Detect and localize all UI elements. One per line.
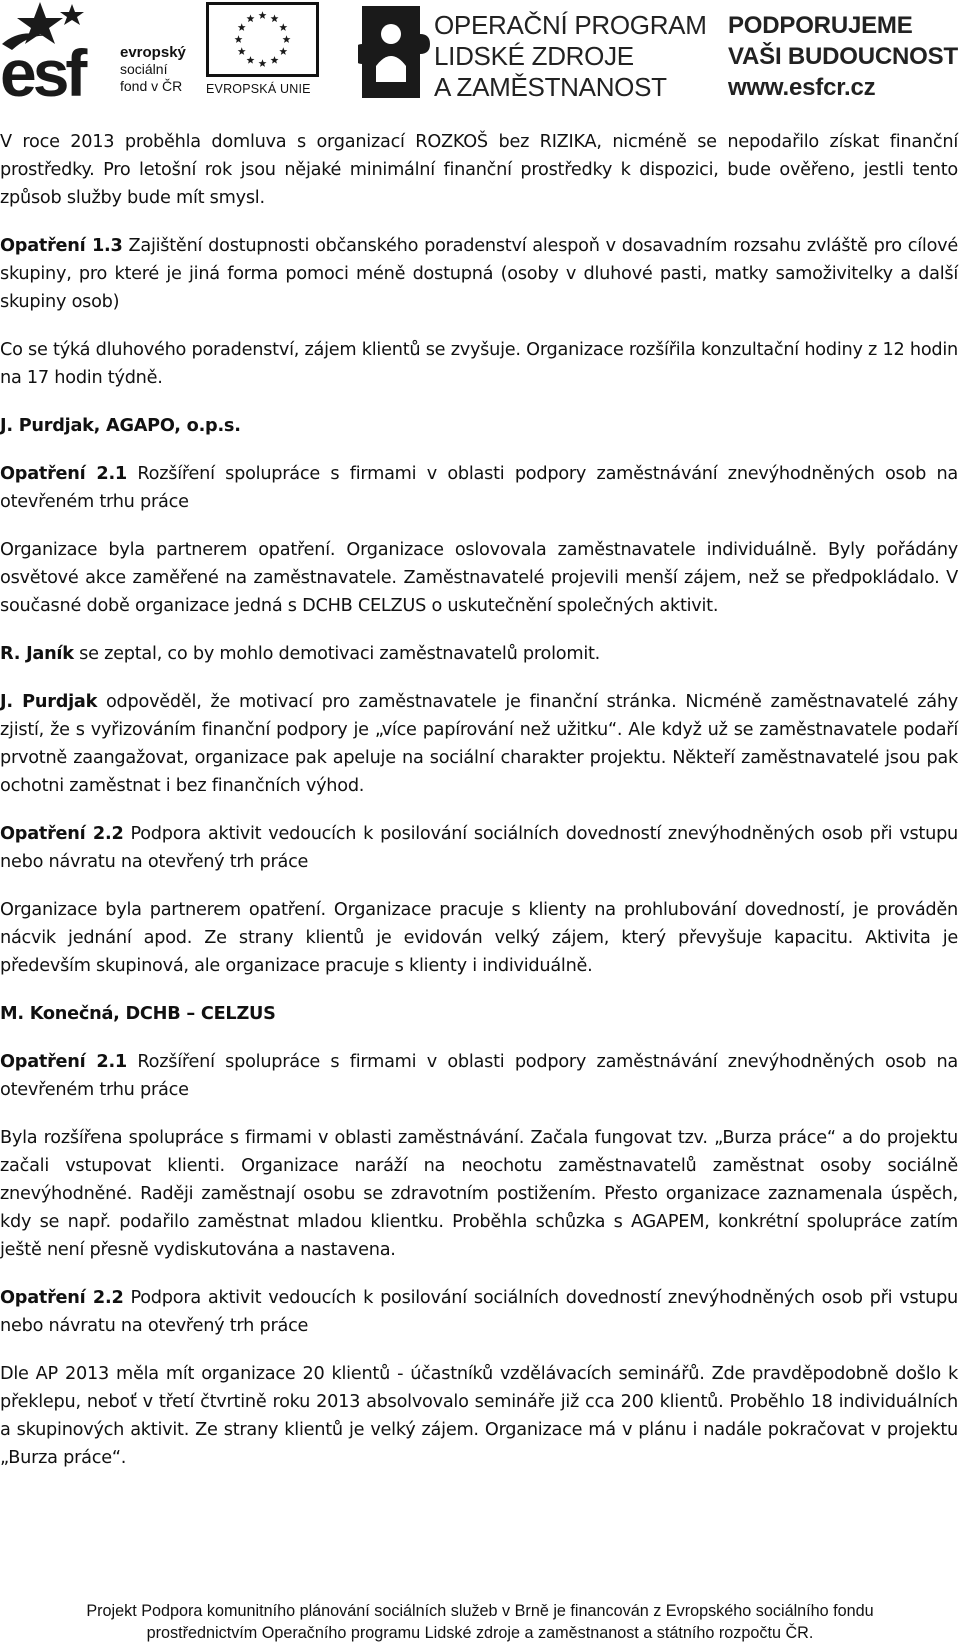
slogan-line1: PODPORUJEME [728,12,913,39]
eu-star [247,15,255,23]
speaker-text: odpověděl, že motivací pro zaměstnavatele je finanční stránka. Nicméně zaměstnavatelé záhy zjistí, že s vyřizováním finanční podpory je „více papírování než užitku“. Ale když už se zaměstnavatele podaří prvotně zaangažovat, organizace pak apeluje na sociální charakter projektu. Někteří zaměstnavatelé jsou pak ochotni zaměstnat i bez finančních výhod. [0,692,958,796]
esf-logo [0,0,200,100]
footer-line1: Projekt Podpora komunitního plánování sociálních služeb v Brně je financován z Evropského sociálního fondu [86,1602,874,1620]
paragraph: Co se týká dluhového poradenství, zájem klientů se zvyšuje. Organizace rozšířila konzultační hodiny z 12 hodin na 17 hodin týdně. [0,340,958,388]
speaker-name: J. Purdjak [0,692,98,712]
measure-paragraph [0,460,958,516]
eu-star [271,56,279,64]
paragraph: Organizace byla partnerem opatření. Organizace oslovovala zaměstnavatele individuálně. Byly pořádány osvětové akce zaměřené na zaměstnavatele. Zaměstnavatelé projevili menší zájem, než se předpokládalo. V současné době organizace jedná s DCHB CELZUS o uskutečnění společných aktivit. [0,540,958,616]
eu-star [279,23,287,31]
eu-star [271,15,279,23]
speaker-heading: J. Purdjak, AGAPO, o.p.s. [0,416,241,436]
measure-label: Opatření 2.2 [0,824,124,844]
eu-star [247,56,255,64]
op-title-line1: OPERAČNÍ PROGRAM [434,10,707,40]
op-title [434,10,707,103]
slogan-line2: VAŠI BUDOUCNOST [728,43,958,70]
esf-caption-line3: fond v ČR [120,78,183,94]
speaker-text: se zeptal, co by mohlo demotivaci zaměstnavatelů prolomit. [73,644,601,664]
esf-star-icon [0,0,118,100]
eu-star [235,35,243,43]
eu-star [259,59,267,67]
esf-caption-line2: sociální [120,61,168,77]
op-title-line2: LIDSKÉ ZDROJE [434,41,634,71]
measure-paragraph [0,820,958,876]
measure-text: Podpora aktivit vedoucích k posilování sociálních dovedností znevýhodněných osob při vstupu nebo návratu na otevřený trh práce [0,1288,959,1336]
header-logos [0,0,960,108]
measure-text: Zajištění dostupnosti občanského poradenství alespoň v dosavadním rozsahu zvláště pro cílové skupiny, pro které je jiná forma pomoci méně dostupná (osoby v dluhové pasti, matky samoživitelky a další skupiny osob) [0,236,959,312]
paragraph: Dle AP 2013 měla mít organizace 20 klientů - účastníků vzdělávacích seminářů. Zde pravděpodobně došlo k překlepu, neboť v třetí čtvrtině roku 2013 absolvovalo semináře již cca 200 klientů. Proběhlo 18 individuálních a skupinových aktivit. Ze strany klientů je velký zájem. Organizace má v plánu i nadále pokračovat v projektu „Burza práce“. [0,1364,958,1468]
measure-paragraph [0,232,958,316]
puzzle-person-icon [358,4,430,100]
paragraph: V roce 2013 proběhla domluva s organizací ROZKOŠ bez RIZIKA, nicméně se nepodařilo získat finanční prostředky. Pro letošní rok jsou nějaké minimální finanční prostředky k dispozici, bude ověřeno, jestli tento způsob služby bude mít smysl. [0,132,958,208]
eu-star [279,47,287,55]
measure-label: Opatření 1.3 [0,236,123,256]
measure-label: Opatření 2.1 [0,1052,127,1072]
eu-stars-icon [209,5,316,74]
eu-label: EVROPSKÁ UNIE [206,82,311,96]
op-logo [358,2,718,102]
speaker-name: R. Janík [0,644,74,664]
esf-caption [120,44,186,95]
esf-caption-line1: evropský [120,44,186,61]
eu-star [238,47,246,55]
measure-text: Rozšíření spolupráce s firmami v oblasti podpory zaměstnávání znevýhodněných osob na otevřeném trhu práce [0,464,959,512]
document-body [0,128,958,1492]
slogan [728,10,958,103]
measure-text: Rozšíření spolupráce s firmami v oblasti podpory zaměstnávání znevýhodněných osob na otevřeném trhu práce [0,1052,959,1100]
op-title-line3: A ZAMĚSTNANOST [434,72,667,102]
eu-star [283,35,291,43]
eu-star [238,23,246,31]
measure-paragraph [0,1048,958,1104]
eu-flag [206,2,319,77]
measure-label: Opatření 2.2 [0,1288,124,1308]
esf-website-link[interactable]: www.esfcr.cz [728,74,876,101]
svg-text:esf: esf [0,36,84,100]
footer [0,1600,960,1644]
speaker-heading: M. Konečná, DCHB – CELZUS [0,1004,276,1024]
footer-line2: prostřednictvím Operačního programu Lidské zdroje a zaměstnanost a státního rozpočtu ČR. [146,1624,814,1642]
eu-logo [206,2,322,100]
paragraph: Byla rozšířena spolupráce s firmami v oblasti zaměstnávání. Začala fungovat tzv. „Burza práce“ a do projektu začali vstupovat klienti. Organizace naráží na neochotu zaměstnavatelů zaměstnat osoby sociálně znevýhodněné. Raději zaměstnají osobu se zdravotním postižením. Přesto organizace zaznamenala úspěch, kdy se např. podařilo zaměstnat mladou klientku. Proběhla schůzka s AGAPEM, konkrétní spolupráce zatím ještě není přesně vydiskutována a nastavena. [0,1128,958,1260]
eu-star [259,11,267,19]
measure-label: Opatření 2.1 [0,464,127,484]
paragraph: Organizace byla partnerem opatření. Organizace pracuje s klienty na prohlubování dovedností, je prováděn nácvik jednání apod. Ze strany klientů je evidován velký zájem, který převyšuje kapacitu. Aktivita je především skupinová, ale organizace pracuje s klienty i individuálně. [0,900,958,976]
speaker-paragraph [0,688,958,800]
measure-paragraph [0,1284,958,1340]
measure-text: Podpora aktivit vedoucích k posilování sociálních dovedností znevýhodněných osob při vstupu nebo návratu na otevřený trh práce [0,824,959,872]
speaker-paragraph [0,640,958,668]
